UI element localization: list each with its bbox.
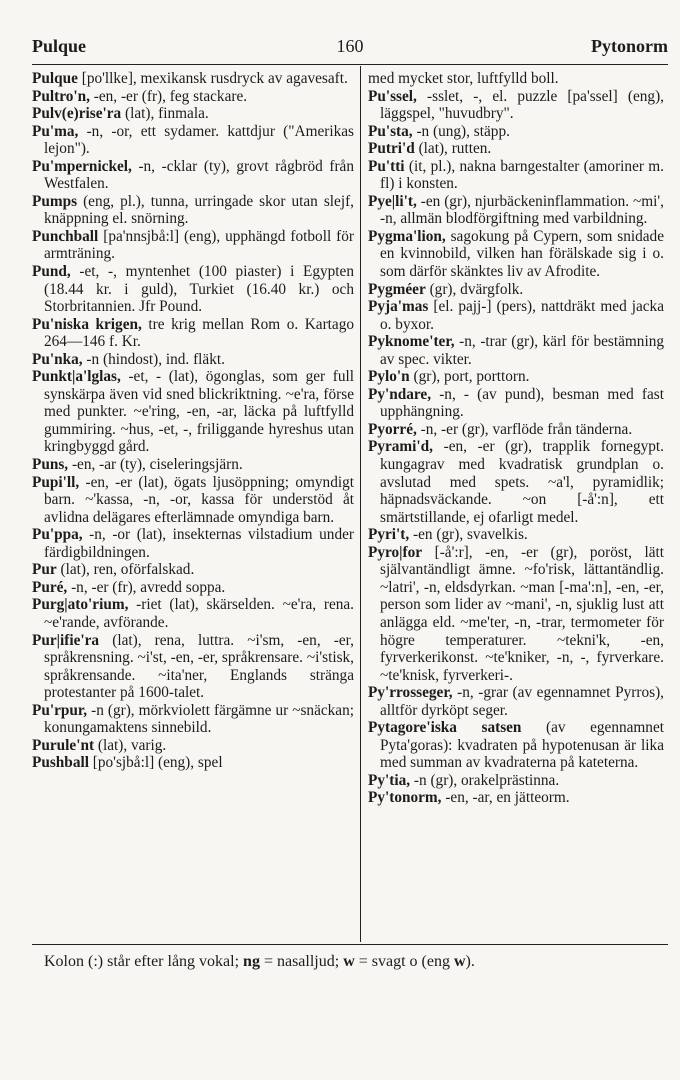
entry-definition: -en, -ar, en jätteorm.	[441, 789, 570, 807]
entry-definition: -n, -trar (gr), kärl för bestämning av spec. vikter.	[380, 333, 664, 368]
entry-headword: Puré,	[32, 578, 68, 596]
entry-headword: Puns,	[32, 456, 69, 474]
entry-headword: Py'ndare,	[368, 385, 432, 403]
entry-definition: (eng, pl.), tunna, urringade skor utan slejf, knäppning el. snörning.	[44, 192, 354, 228]
dictionary-entry	[32, 263, 354, 316]
dictionary-entry	[368, 333, 664, 368]
entry-headword: Py'rrosseger,	[368, 684, 453, 702]
dictionary-entry	[368, 140, 664, 158]
entry-definition: [po'sjbå:l] (eng), spel	[88, 754, 223, 772]
entry-definition: -n (ung), stäpp.	[412, 122, 510, 140]
entry-headword: Pulv(e)rise'ra	[32, 105, 122, 123]
footer-text-1: Kolon (:) står efter lång vokal;	[44, 953, 244, 970]
pronunciation-footer	[44, 953, 668, 971]
entry-headword: Pu'sta,	[368, 122, 413, 140]
entry-definition: (lat), finmala.	[121, 105, 209, 123]
dictionary-entry	[32, 596, 354, 631]
column-divider	[360, 66, 361, 942]
entry-headword: Pu'mpernickel,	[32, 157, 132, 175]
entry-definition: tre krig mellan Rom o. Kartago 264—146 f. Kr.	[44, 315, 354, 351]
entry-definition: [-å':r], -en, -er (gr), poröst, lätt självantändligt ämne. ~fo'risk, lättantändlig. ~latri', -n, eldsdyrkan. ~man [-ma':n], -en, -er, person som lider av ~mani', -n, sjuklig lust att anlägga eld. ~me'ter, -n, -trar, termometer för högre temperaturer. ~tekni'k, -en, fyrverkerikonst. ~te'kniker, -n, -, fyrverkare. ~te'knisk, fyrverkeri-.	[380, 543, 664, 684]
entry-headword: Pyrami'd,	[368, 438, 434, 456]
entry-definition: [pa'nnsjbå:l] (eng), upphängd fotboll för armträning.	[44, 227, 354, 263]
footer-text-3: = svagt o (eng	[354, 953, 454, 970]
entry-definition: -n (gr), orakelprästinna.	[410, 771, 560, 789]
entry-definition: -en, -ar (ty), ciseleringsjärn.	[68, 456, 243, 474]
entry-definition: [el. pajj-] (pers), nattdräkt med jacka o. byxor.	[380, 298, 664, 333]
entry-definition: -en, -er (fr), feg stackare.	[89, 87, 248, 105]
entry-headword: Pylo'n	[368, 368, 410, 386]
entry-headword: Pygma'lion,	[368, 227, 446, 245]
page-header	[32, 36, 668, 62]
entry-headword: Pyorré,	[368, 420, 417, 438]
dictionary-entry	[368, 228, 664, 281]
entry-definition: -n (hindost), ind. fläkt.	[82, 350, 225, 368]
dictionary-entry	[32, 737, 354, 755]
entry-headword: Putri'd	[368, 140, 415, 158]
dictionary-entry	[32, 526, 354, 561]
footer-text-4: ).	[465, 953, 475, 970]
entry-definition: med mycket stor, luftfylld boll.	[368, 70, 559, 87]
dictionary-entry	[32, 579, 354, 597]
entry-headword: Pultro'n,	[32, 87, 90, 105]
left-column	[32, 70, 354, 938]
entry-headword: Pulque	[32, 70, 78, 87]
entry-definition: [po'llke], mexikansk rusdryck av agavesaft.	[77, 70, 348, 87]
dictionary-entry	[32, 316, 354, 351]
entry-definition: (lat), rutten.	[414, 140, 492, 158]
entry-headword: Pupi'll,	[32, 473, 80, 491]
dictionary-entry	[32, 158, 354, 193]
entry-headword: Punchball	[32, 227, 99, 245]
dictionary-entry	[32, 368, 354, 456]
entry-definition: (it, pl.), nakna barngestalter (amoriner m. fl) i konsten.	[380, 157, 664, 193]
dictionary-entry	[368, 544, 664, 684]
dictionary-entry	[368, 772, 664, 790]
entry-definition: -et, -, myntenhet (100 piaster) i Egypten (18.44 kr. i guld), Turkiet (16.40 kr.) och Storbritannien. Jfr Pound.	[44, 263, 354, 316]
entry-headword: Pyro|for	[368, 543, 423, 561]
entry-headword: Pund,	[32, 263, 71, 281]
header-left-guide-word: Pulque	[32, 36, 87, 56]
entry-headword: Pyknome'ter,	[368, 333, 455, 351]
entry-definition: -en (gr), svavelkis.	[409, 526, 528, 544]
entry-definition: -n (gr), mörkviolett färgämne ur ~snäckan; konungamaktens sinnebild.	[44, 701, 354, 737]
entry-headword: Pu'ssel,	[368, 87, 417, 105]
entry-definition: -et, - (lat), ögonglas, som ger full synskärpa även vid sned blickriktning. ~e'ra, förse med punkter. ~e'ring, -en, -ar, läcka på luftfylld gummiring. ~hus, -et, -, friliggande hyreshus utan kringbyggd gård.	[44, 368, 354, 456]
entry-definition: -n, -cklar (ty), grovt rågbröd från Westfalen.	[44, 157, 354, 193]
dictionary-entry	[368, 281, 664, 299]
header-right-guide-word: Pytonorm	[591, 36, 668, 56]
entry-definition: -n, -er (fr), avredd soppa.	[67, 578, 226, 596]
dictionary-entry	[32, 754, 354, 772]
entry-headword: Pygméer	[368, 280, 426, 298]
dictionary-entry	[32, 561, 354, 579]
entry-headword: Pur	[32, 561, 57, 579]
dictionary-entry	[368, 719, 664, 772]
entry-definition: (gr), port, porttorn.	[409, 368, 530, 386]
entry-definition: -n, -or (lat), insekternas vilstadium under färdigbildningen.	[44, 526, 354, 561]
page-number: 160	[336, 36, 364, 56]
entry-headword: Pu'niska krigen,	[32, 315, 142, 333]
dictionary-entry	[368, 421, 664, 439]
dictionary-entry	[32, 702, 354, 737]
entry-headword: Pyri't,	[368, 526, 410, 544]
entry-headword: Pu'ppa,	[32, 526, 83, 544]
footer-rule	[32, 944, 668, 945]
entry-definition: -riet (lat), skärselden. ~e'ra, rena. ~e'rande, avförande.	[44, 596, 354, 631]
entry-definition: (gr), dvärgfolk.	[425, 280, 524, 298]
entry-headword: Pyja'mas	[368, 298, 429, 316]
entry-headword: Pumps	[32, 192, 78, 210]
dictionary-entry	[32, 123, 354, 158]
entry-definition: (lat), varig.	[94, 736, 167, 754]
dictionary-entry	[32, 351, 354, 369]
entry-definition: sagokung på Cypern, som snidade en kvinnobild, vilken han förälskade sig i o. som därför skänktes liv av Afrodite.	[380, 227, 664, 281]
footer-w: w	[343, 953, 355, 970]
dictionary-entry	[368, 684, 664, 719]
entry-headword: Pushball	[32, 754, 89, 772]
dictionary-entry	[368, 789, 664, 807]
dictionary-entry	[368, 193, 664, 228]
header-rule	[32, 64, 668, 65]
footer-text-2: = nasalljud;	[259, 953, 344, 970]
entry-headword: Pu'ma,	[32, 122, 79, 140]
dictionary-entry	[368, 70, 664, 88]
dictionary-entry	[32, 70, 354, 88]
entry-definition: (lat), rena, luttra. ~i'sm, -en, -er, språkrensning. ~i'st, -en, -er, språkrensare. ~i'stisk, språkrensande. ~ita'ner, Englands stränga protestanter på 1600-talet.	[44, 631, 354, 702]
footer-ng: ng	[243, 953, 260, 970]
entry-headword: Py'tonorm,	[368, 789, 442, 807]
dictionary-entry	[32, 228, 354, 263]
dictionary-entry	[368, 368, 664, 386]
entry-definition: -n, -er (gr), varflöde från tänderna.	[416, 420, 633, 438]
entry-definition: -en, -er (gr), trapplik fornegypt. kungagrav med kvadratisk grundplan o. avslutad med spets. ~a'l, pyramidlik; häpnadsväckande. ~on [-å':n], ett smärtstillande, ej ofarligt medel.	[380, 438, 664, 526]
entry-definition: -en, -er (lat), ögats ljusöppning; omyndigt barn. ~'kassa, -n, -or, kassa för understöd åt avlidna delägares efterlämnade omyndiga barn.	[44, 473, 354, 526]
entry-headword: Purule'nt	[32, 736, 95, 754]
entry-definition: -en (gr), njurbäckeninflammation. ~mi', -n, allmän blodförgiftning med varbildning.	[380, 192, 664, 228]
entry-definition: (av egennamnet Pyta'goras): kvadraten på hypotenusan är lika med summan av kvadraterna på kateterna.	[380, 719, 664, 772]
dictionary-entry	[32, 474, 354, 527]
dictionary-entry	[368, 298, 664, 333]
dictionary-entry	[32, 193, 354, 228]
entry-headword: Punkt|a'lglas,	[32, 368, 121, 386]
dictionary-entry	[32, 456, 354, 474]
dictionary-entry	[32, 105, 354, 123]
entry-definition: -n, -grar (av egennamnet Pyrros), alltför dyrköpt seger.	[380, 684, 664, 719]
entry-definition: -sslet, -, el. puzzle [pa'ssel] (eng), läggspel, "huvudbry".	[380, 87, 664, 123]
entry-headword: Pye|li't,	[368, 192, 417, 210]
dictionary-entry	[32, 88, 354, 106]
right-column	[368, 70, 664, 938]
entry-headword: Pytagore'iska satsen	[368, 719, 522, 737]
entry-headword: Pu'rpur,	[32, 701, 88, 719]
entry-definition: -n, - (av pund), besman med fast upphängning.	[380, 385, 664, 421]
dictionary-entry	[368, 526, 664, 544]
entry-headword: Pur|ifie'ra	[32, 631, 100, 649]
dictionary-entry	[368, 158, 664, 193]
dictionary-entry	[368, 386, 664, 421]
entry-headword: Py'tia,	[368, 771, 411, 789]
entry-headword: Purg|ato'rium,	[32, 596, 129, 614]
footer-w2: w	[453, 953, 466, 970]
entry-headword: Pu'tti	[368, 157, 405, 175]
dictionary-entry	[368, 438, 664, 526]
entry-definition: -n, -or, ett sydamer. kattdjur ("Amerikas lejon").	[44, 122, 354, 158]
dictionary-entry	[368, 88, 664, 123]
entry-definition: (lat), ren, oförfalskad.	[56, 561, 195, 579]
entry-headword: Pu'nka,	[32, 350, 83, 368]
dictionary-entry	[32, 632, 354, 702]
dictionary-entry	[368, 123, 664, 141]
